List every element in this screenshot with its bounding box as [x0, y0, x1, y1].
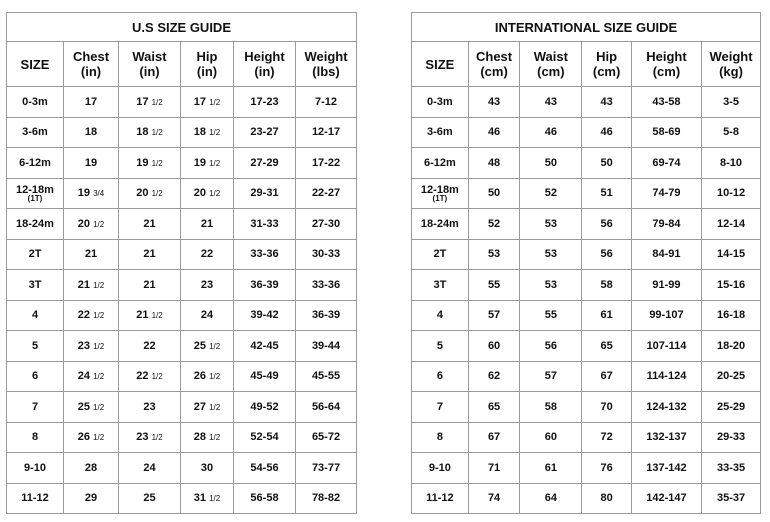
- waist-cell: 50: [520, 148, 582, 179]
- waist-cell: 53: [520, 270, 582, 301]
- table-row: [412, 148, 761, 179]
- weight-cell: 39-44: [296, 331, 357, 362]
- us-size-table: [6, 12, 357, 514]
- hip-cell: 70: [582, 392, 632, 423]
- waist-cell: 22: [119, 331, 181, 362]
- chest-cell: 74: [468, 483, 520, 514]
- intl-header-height: Height (cm): [631, 42, 701, 87]
- size-cell: 3T: [412, 270, 469, 301]
- chest-cell: 20 1/2: [64, 209, 119, 240]
- height-cell: 142-147: [631, 483, 701, 514]
- waist-cell: 57: [520, 361, 582, 392]
- chest-cell: 21: [64, 239, 119, 270]
- us-guide-title: U.S SIZE GUIDE: [7, 13, 357, 42]
- hip-cell: 56: [582, 209, 632, 240]
- weight-cell: 12-17: [296, 117, 357, 148]
- hip-cell: 67: [582, 361, 632, 392]
- chest-cell: 24 1/2: [64, 361, 119, 392]
- table-row: [7, 178, 357, 209]
- us-header-size: SIZE: [7, 42, 64, 87]
- table-row: [412, 453, 761, 484]
- waist-cell: 58: [520, 392, 582, 423]
- table-row: [412, 483, 761, 514]
- hip-cell: 43: [582, 87, 632, 118]
- table-row: [7, 270, 357, 301]
- hip-cell: 17 1/2: [181, 87, 234, 118]
- hip-cell: 30: [181, 453, 234, 484]
- hip-cell: 61: [582, 300, 632, 331]
- hip-cell: 72: [582, 422, 632, 453]
- international-table-body: [412, 87, 761, 514]
- size-cell: 6: [7, 361, 64, 392]
- height-cell: 84-91: [631, 239, 701, 270]
- height-cell: 33-36: [234, 239, 296, 270]
- waist-cell: 64: [520, 483, 582, 514]
- weight-cell: 78-82: [296, 483, 357, 514]
- size-cell: 18-24m: [7, 209, 64, 240]
- hip-cell: 76: [582, 453, 632, 484]
- size-cell: 7: [7, 392, 64, 423]
- hip-cell: 56: [582, 239, 632, 270]
- hip-cell: 19 1/2: [181, 148, 234, 179]
- size-cell: 18-24m: [412, 209, 469, 240]
- hip-cell: 20 1/2: [181, 178, 234, 209]
- intl-header-size: SIZE: [412, 42, 469, 87]
- weight-cell: 27-30: [296, 209, 357, 240]
- intl-header-hip: Hip (cm): [582, 42, 632, 87]
- table-row: [7, 239, 357, 270]
- height-cell: 58-69: [631, 117, 701, 148]
- weight-cell: 15-16: [702, 270, 761, 301]
- weight-cell: 56-64: [296, 392, 357, 423]
- size-cell: 11-12: [7, 483, 64, 514]
- hip-cell: 80: [582, 483, 632, 514]
- height-cell: 114-124: [631, 361, 701, 392]
- weight-cell: 8-10: [702, 148, 761, 179]
- waist-cell: 21 1/2: [119, 300, 181, 331]
- size-cell: 8: [7, 422, 64, 453]
- size-cell: 2T: [7, 239, 64, 270]
- us-table-body: [7, 87, 357, 514]
- height-cell: 31-33: [234, 209, 296, 240]
- chest-cell: 19 3/4: [64, 178, 119, 209]
- chest-cell: 26 1/2: [64, 422, 119, 453]
- weight-cell: 30-33: [296, 239, 357, 270]
- size-cell: 6-12m: [7, 148, 64, 179]
- us-header-waist: Waist (in): [119, 42, 181, 87]
- weight-cell: 14-15: [702, 239, 761, 270]
- waist-cell: 18 1/2: [119, 117, 181, 148]
- size-cell: 11-12: [412, 483, 469, 514]
- chest-cell: 50: [468, 178, 520, 209]
- waist-cell: 21: [119, 239, 181, 270]
- intl-header-waist: Waist (cm): [520, 42, 582, 87]
- size-cell: 4: [412, 300, 469, 331]
- weight-cell: 10-12: [702, 178, 761, 209]
- size-cell: 6: [412, 361, 469, 392]
- us-header-height: Height (in): [234, 42, 296, 87]
- waist-cell: 19 1/2: [119, 148, 181, 179]
- size-cell: 0-3m: [7, 87, 64, 118]
- height-cell: 137-142: [631, 453, 701, 484]
- chest-cell: 52: [468, 209, 520, 240]
- hip-cell: 27 1/2: [181, 392, 234, 423]
- waist-cell: 25: [119, 483, 181, 514]
- size-cell: 3-6m: [7, 117, 64, 148]
- table-row: [7, 209, 357, 240]
- size-cell: 3T: [7, 270, 64, 301]
- height-cell: 54-56: [234, 453, 296, 484]
- waist-cell: 24: [119, 453, 181, 484]
- size-cell: 12-18m (1T): [7, 178, 64, 209]
- table-row: [412, 239, 761, 270]
- height-cell: 42-45: [234, 331, 296, 362]
- us-header-hip: Hip (in): [181, 42, 234, 87]
- hip-cell: 18 1/2: [181, 117, 234, 148]
- international-size-table: [411, 12, 761, 514]
- height-cell: 23-27: [234, 117, 296, 148]
- weight-cell: 65-72: [296, 422, 357, 453]
- chest-cell: 60: [468, 331, 520, 362]
- us-header-chest: Chest (in): [64, 42, 119, 87]
- waist-cell: 21: [119, 209, 181, 240]
- waist-cell: 52: [520, 178, 582, 209]
- table-row: [412, 361, 761, 392]
- height-cell: 107-114: [631, 331, 701, 362]
- waist-cell: 60: [520, 422, 582, 453]
- height-cell: 52-54: [234, 422, 296, 453]
- table-row: [412, 209, 761, 240]
- table-row: [412, 117, 761, 148]
- weight-cell: 33-36: [296, 270, 357, 301]
- waist-cell: 46: [520, 117, 582, 148]
- height-cell: 36-39: [234, 270, 296, 301]
- chest-cell: 23 1/2: [64, 331, 119, 362]
- weight-cell: 16-18: [702, 300, 761, 331]
- chest-cell: 21 1/2: [64, 270, 119, 301]
- size-cell: 7: [412, 392, 469, 423]
- height-cell: 29-31: [234, 178, 296, 209]
- weight-cell: 18-20: [702, 331, 761, 362]
- height-cell: 74-79: [631, 178, 701, 209]
- weight-cell: 25-29: [702, 392, 761, 423]
- chest-cell: 53: [468, 239, 520, 270]
- chest-cell: 65: [468, 392, 520, 423]
- hip-cell: 51: [582, 178, 632, 209]
- waist-cell: 23: [119, 392, 181, 423]
- table-row: [412, 270, 761, 301]
- size-cell: 2T: [412, 239, 469, 270]
- hip-cell: 22: [181, 239, 234, 270]
- us-header-row: [7, 42, 357, 87]
- waist-cell: 22 1/2: [119, 361, 181, 392]
- size-cell: 0-3m: [412, 87, 469, 118]
- size-cell: 12-18m (1T): [412, 178, 469, 209]
- height-cell: 56-58: [234, 483, 296, 514]
- weight-cell: 33-35: [702, 453, 761, 484]
- table-row: [7, 483, 357, 514]
- weight-cell: 7-12: [296, 87, 357, 118]
- hip-cell: 23: [181, 270, 234, 301]
- hip-cell: 24: [181, 300, 234, 331]
- weight-cell: 73-77: [296, 453, 357, 484]
- weight-cell: 35-37: [702, 483, 761, 514]
- table-row: [7, 331, 357, 362]
- hip-cell: 25 1/2: [181, 331, 234, 362]
- table-row: [7, 87, 357, 118]
- size-cell: 5: [7, 331, 64, 362]
- chest-cell: 67: [468, 422, 520, 453]
- height-cell: 124-132: [631, 392, 701, 423]
- height-cell: 43-58: [631, 87, 701, 118]
- chest-cell: 25 1/2: [64, 392, 119, 423]
- table-row: [7, 117, 357, 148]
- waist-cell: 53: [520, 209, 582, 240]
- chest-cell: 17: [64, 87, 119, 118]
- waist-cell: 17 1/2: [119, 87, 181, 118]
- chest-cell: 55: [468, 270, 520, 301]
- hip-cell: 65: [582, 331, 632, 362]
- waist-cell: 43: [520, 87, 582, 118]
- size-cell: 5: [412, 331, 469, 362]
- us-size-guide: [6, 12, 356, 514]
- weight-cell: 3-5: [702, 87, 761, 118]
- size-cell: 4: [7, 300, 64, 331]
- table-row: [412, 422, 761, 453]
- chest-cell: 57: [468, 300, 520, 331]
- table-row: [412, 392, 761, 423]
- hip-cell: 28 1/2: [181, 422, 234, 453]
- hip-cell: 21: [181, 209, 234, 240]
- weight-cell: 29-33: [702, 422, 761, 453]
- chest-cell: 28: [64, 453, 119, 484]
- table-row: [7, 422, 357, 453]
- chest-cell: 46: [468, 117, 520, 148]
- hip-cell: 31 1/2: [181, 483, 234, 514]
- waist-cell: 53: [520, 239, 582, 270]
- waist-cell: 55: [520, 300, 582, 331]
- waist-cell: 61: [520, 453, 582, 484]
- table-row: [7, 453, 357, 484]
- chest-cell: 62: [468, 361, 520, 392]
- height-cell: 49-52: [234, 392, 296, 423]
- hip-cell: 46: [582, 117, 632, 148]
- weight-cell: 22-27: [296, 178, 357, 209]
- height-cell: 99-107: [631, 300, 701, 331]
- us-header-weight: Weight (lbs): [296, 42, 357, 87]
- table-row: [7, 392, 357, 423]
- size-cell: 9-10: [412, 453, 469, 484]
- waist-cell: 20 1/2: [119, 178, 181, 209]
- weight-cell: 12-14: [702, 209, 761, 240]
- height-cell: 69-74: [631, 148, 701, 179]
- weight-cell: 17-22: [296, 148, 357, 179]
- height-cell: 132-137: [631, 422, 701, 453]
- intl-header-weight: Weight (kg): [702, 42, 761, 87]
- size-cell: 8: [412, 422, 469, 453]
- waist-cell: 23 1/2: [119, 422, 181, 453]
- height-cell: 27-29: [234, 148, 296, 179]
- weight-cell: 5-8: [702, 117, 761, 148]
- height-cell: 39-42: [234, 300, 296, 331]
- chest-cell: 48: [468, 148, 520, 179]
- international-size-guide: [411, 12, 761, 514]
- chest-cell: 71: [468, 453, 520, 484]
- waist-cell: 56: [520, 331, 582, 362]
- chest-cell: 22 1/2: [64, 300, 119, 331]
- height-cell: 45-49: [234, 361, 296, 392]
- chest-cell: 29: [64, 483, 119, 514]
- table-row: [412, 178, 761, 209]
- international-guide-title: INTERNATIONAL SIZE GUIDE: [412, 13, 761, 42]
- table-row: [412, 87, 761, 118]
- chest-cell: 19: [64, 148, 119, 179]
- table-row: [7, 361, 357, 392]
- table-row: [7, 148, 357, 179]
- size-cell: 6-12m: [412, 148, 469, 179]
- table-row: [412, 331, 761, 362]
- weight-cell: 45-55: [296, 361, 357, 392]
- size-cell: 9-10: [7, 453, 64, 484]
- height-cell: 79-84: [631, 209, 701, 240]
- chest-cell: 43: [468, 87, 520, 118]
- hip-cell: 50: [582, 148, 632, 179]
- weight-cell: 20-25: [702, 361, 761, 392]
- intl-header-chest: Chest (cm): [468, 42, 520, 87]
- table-row: [412, 300, 761, 331]
- hip-cell: 58: [582, 270, 632, 301]
- height-cell: 91-99: [631, 270, 701, 301]
- size-cell: 3-6m: [412, 117, 469, 148]
- hip-cell: 26 1/2: [181, 361, 234, 392]
- table-row: [7, 300, 357, 331]
- international-header-row: [412, 42, 761, 87]
- weight-cell: 36-39: [296, 300, 357, 331]
- height-cell: 17-23: [234, 87, 296, 118]
- chest-cell: 18: [64, 117, 119, 148]
- waist-cell: 21: [119, 270, 181, 301]
